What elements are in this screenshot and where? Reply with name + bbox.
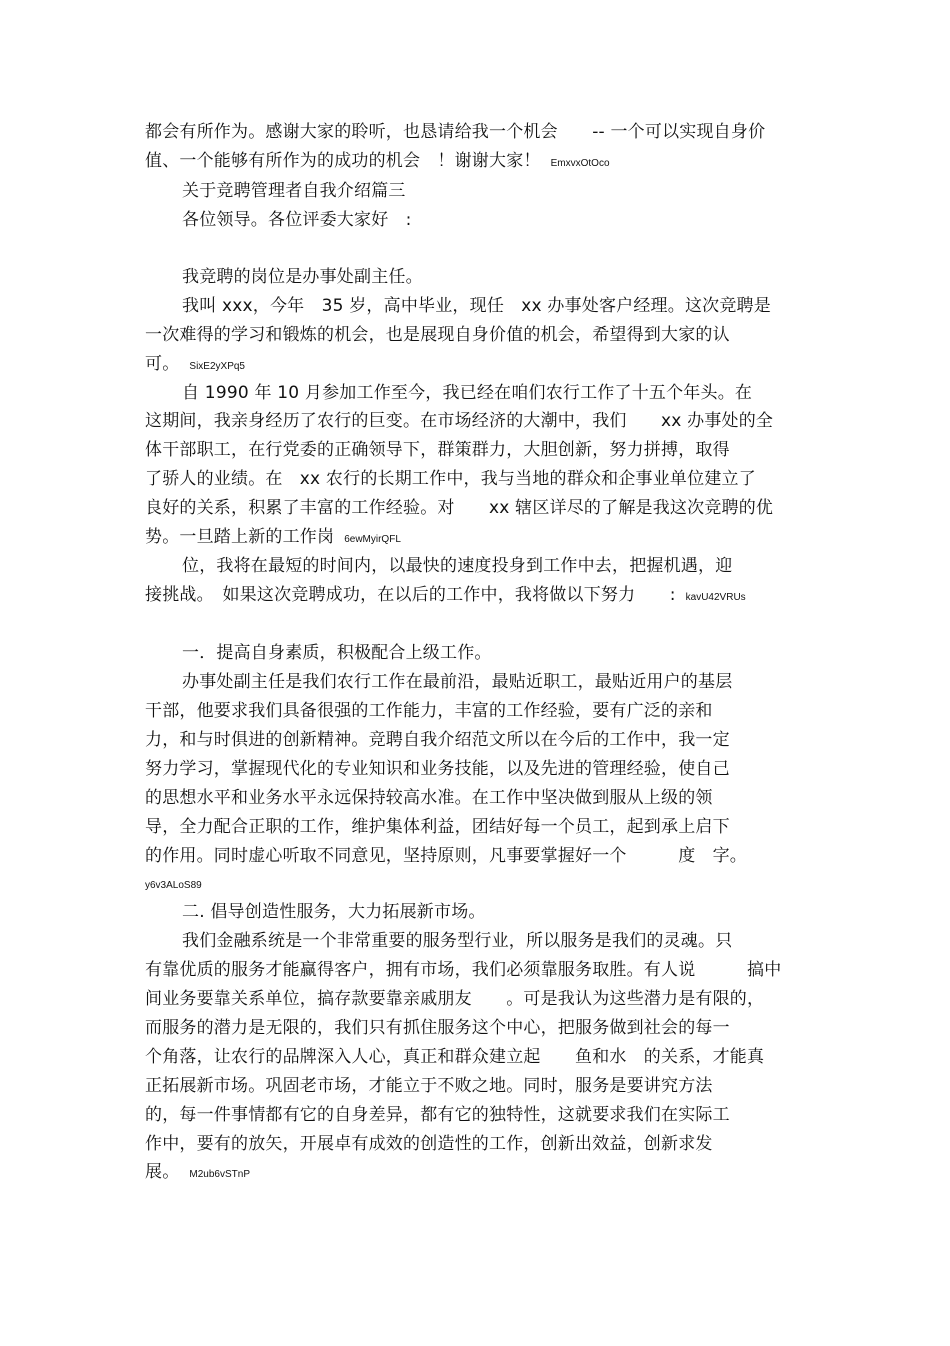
text-line: 办事处副主任是我们农行工作在最前沿，最贴近职工，最贴近用户的基层: [182, 672, 733, 692]
text-line: 势。一旦踏上新的工作岗 6ewMyirQFL: [145, 527, 401, 547]
text-line: 体干部职工，在行党委的正确领导下，群策群力，大胆创新，努力拼搏，取得: [145, 440, 730, 460]
random-code: M2ub6vSTnP: [189, 1169, 250, 1180]
text-line: 可。 SixE2yXPq5: [145, 354, 245, 374]
text-line: 我竞聘的岗位是办事处副主任。: [182, 267, 423, 287]
text-line: 的思想水平和业务水平永远保持较高水准。在工作中坚决做到服从上级的领: [145, 788, 713, 808]
text-line: 自 1990 年 10 月参加工作至今，我已经在咱们农行工作了十五个年头。在: [182, 383, 753, 403]
random-code: SixE2yXPq5: [189, 361, 245, 372]
text-line: 了骄人的业绩。在 xx 农行的长期工作中，我与当地的群众和企事业单位建立了: [145, 469, 756, 489]
text-line: 间业务要靠关系单位，搞存款要靠亲戚朋友 。可是我认为这些潜力是有限的，: [145, 989, 765, 1009]
text-line: 作中，要有的放矢，开展卓有成效的创造性的工作，创新出效益，创新求发: [145, 1134, 713, 1154]
text-line: 这期间，我亲身经历了农行的巨变。在市场经济的大潮中，我们 xx 办事处的全: [145, 411, 774, 431]
text-line: 力，和与时俱进的创新精神。竞聘自我介绍范文所以在今后的工作中，我一定: [145, 730, 730, 750]
text-line: 位，我将在最短的时间内，以最快的速度投身到工作中去，把握机遇，迎: [182, 556, 733, 576]
text-line: 一次难得的学习和锻炼的机会，也是展现自身价值的机会，希望得到大家的认: [145, 325, 730, 345]
random-code: 6ewMyirQFL: [344, 534, 401, 545]
text-line: 我叫 xxx，今年 35 岁，高中毕业，现任 xx 办事处客户经理。这次竞聘是: [182, 296, 771, 316]
random-code: EmxvxOtOco: [550, 158, 610, 169]
text-line: 有靠优质的服务才能赢得客户，拥有市场，我们必须靠服务取胜。有人说 搞中: [145, 960, 782, 980]
section-heading: 二. 倡导创造性服务，大力拓展新市场。: [182, 902, 486, 922]
text-line: 接挑战。 如果这次竞聘成功，在以后的工作中，我将做以下努力 : kavU42VRUs: [145, 585, 746, 605]
text-line: 良好的关系，积累了丰富的工作经验。对 xx 辖区详尽的了解是我这次竞聘的优: [145, 498, 774, 518]
text-line: 个角落，让农行的品牌深入人心，真正和群众建立起 鱼和水 的关系，才能真: [145, 1047, 765, 1067]
random-code: kavU42VRUs: [685, 592, 746, 603]
random-code: y6v3ALoS89: [145, 880, 202, 891]
text-line: 我们金融系统是一个非常重要的服务型行业，所以服务是我们的灵魂。只: [182, 931, 733, 951]
text-line: 干部，他要求我们具备很强的工作能力，丰富的工作经验，要有广泛的亲和: [145, 701, 713, 721]
section-heading: 关于竞聘管理者自我介绍篇三: [182, 181, 406, 201]
text-line: 都会有所作为。感谢大家的聆听，也恳请给我一个机会 -- 一个可以实现自身价: [145, 122, 766, 142]
text-line: 而服务的潜力是无限的，我们只有抓住服务这个中心，把服务做到社会的每一: [145, 1018, 730, 1038]
text-line: 的，每一件事情都有它的自身差异，都有它的独特性，这就要求我们在实际工: [145, 1105, 730, 1125]
section-heading: 一．提高自身素质，积极配合上级工作。: [182, 643, 492, 663]
text-line: 展。 M2ub6vSTnP: [145, 1162, 250, 1182]
text-line: 的作用。同时虚心听取不同意见，坚持原则，凡事要掌握好一个 度 字。: [145, 846, 747, 866]
text-line: 值、一个能够有所作为的成功的机会 ！谢谢大家！ EmxvxOtOco: [145, 151, 610, 171]
greeting-line: 各位领导。各位评委大家好 :: [182, 210, 412, 230]
text-line: 导，全力配合正职的工作，维护集体利益，团结好每一个员工，起到承上启下: [145, 817, 730, 837]
text-line: 正拓展新市场。巩固老市场，才能立于不败之地。同时，服务是要讲究方法: [145, 1076, 713, 1096]
text-line: 努力学习，掌握现代化的专业知识和业务技能，以及先进的管理经验，使自己: [145, 759, 730, 779]
